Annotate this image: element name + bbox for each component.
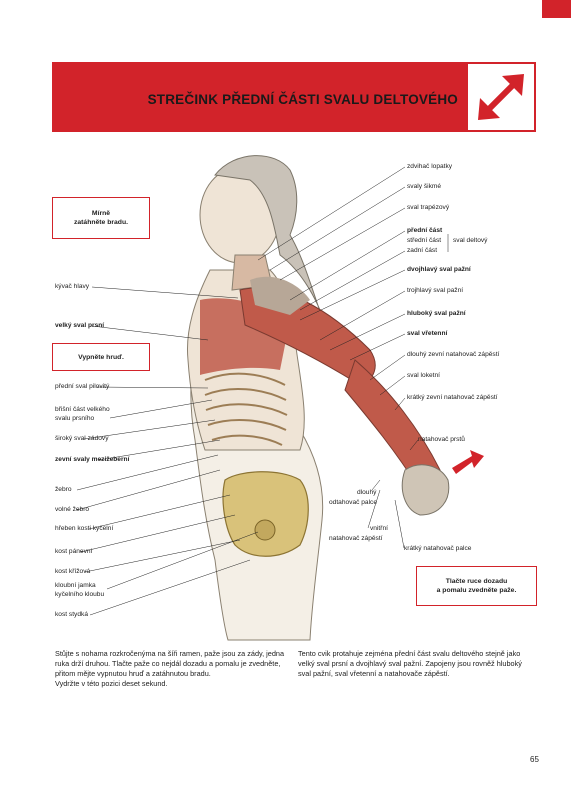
callout-text: Vypněte hruď. (78, 353, 124, 361)
text-line: Vydržte v této pozici deset sekund. (55, 679, 168, 688)
page-title: STREČINK PŘEDNÍ ČÁSTI SVALU DELTOVÉHO (147, 92, 458, 107)
callout-text: Mírně (91, 210, 111, 217)
label-vnitrni-1: vnitřní (370, 525, 388, 532)
label-dvojhlavy: dvojhlavý sval pažní (407, 266, 471, 273)
text-line: Stůjte s nohama rozkročenýma na šíři ramen, paže jsou za zády, jedna (55, 649, 285, 658)
callout-text: zatáhněte bradu. (73, 219, 128, 226)
label-loketni: sval loketní (407, 372, 440, 379)
label-sikme: svaly šikmé (407, 183, 442, 190)
direction-arrow-icon (452, 450, 484, 474)
text-line: Tento cvik protahuje zejména přední část svalu deltového stejně jako (298, 649, 521, 658)
label-volne: volné žebro (55, 506, 90, 513)
label-zdvihac: zdvihač lopatky (407, 163, 453, 170)
instructions-text (55, 649, 284, 689)
hand (402, 465, 448, 515)
text-line: přitom mějte vypnutou hruď a zatáhnutou bradu. (55, 669, 211, 678)
text-line: ruka drží druhou. Tlačte paže co nejdál dozadu a pomalu je zvedněte, (55, 659, 281, 668)
pelvis (223, 472, 308, 557)
label-mezizeberni: zevní svaly mezižeberní (55, 456, 130, 463)
label-panevni: kost pánevní (55, 548, 93, 555)
label-stredni: střední část (407, 237, 442, 244)
label-predni: přední část (407, 227, 443, 234)
text-line: sval pažní, sval vřetenní a natahovače zápěstí. (298, 669, 450, 678)
label-bricni-1: břišní část velkého (55, 406, 110, 413)
description-text (298, 649, 522, 679)
label-kratky-zevni: krátký zevní natahovač zápěstí (407, 394, 498, 401)
label-prstu: natahovač prstů (418, 436, 465, 443)
chin-callout (52, 197, 150, 239)
page-number: 65 (530, 755, 539, 764)
label-jamka-2: kyčelního kloubu (55, 591, 105, 598)
label-zadni: zadní část (407, 247, 438, 254)
label-vnitrni-2: natahovač zápěstí (329, 535, 383, 542)
label-odtahovac-1: dlouhý (357, 489, 377, 496)
callout-text: Tlačte ruce dozadu (445, 578, 508, 585)
label-stehenni: kost stydká (55, 611, 88, 618)
label-pilovity: přední sval pilovitý (55, 383, 110, 390)
callout-text: a pomalu zvedněte paže. (436, 587, 517, 594)
label-kyvac: kývač hlavy (55, 283, 90, 290)
text-line: velký sval prsní a dvojhlavý sval pažní. Zapojeny jsou rovněž hluboký (298, 659, 522, 668)
label-krizova: kost křížová (55, 568, 91, 575)
label-hreben: hřeben kosti kyčelní (55, 525, 114, 532)
label-bricni-2: svalu prsního (55, 415, 95, 422)
label-hluboky: hluboký sval pažní (407, 310, 466, 317)
label-zebro: žebro (55, 486, 72, 493)
hands-callout (416, 566, 537, 606)
hip-socket (255, 520, 275, 540)
label-trojhlavy: trojhlavý sval pažní (407, 287, 464, 294)
label-zadovy: široký sval zádový (55, 435, 109, 442)
label-jamka-1: kloubní jamka (55, 582, 96, 589)
label-palce: krátký natahovač palce (404, 545, 472, 552)
label-dlouhy-zevni: dlouhý zevní natahovač zápěstí (407, 351, 500, 358)
chest-callout (52, 343, 150, 371)
label-odtahovac-2: odtahovač palce (329, 499, 378, 506)
label-trapezovy: sval trapézový (407, 204, 450, 211)
label-prsni: velký sval prsní (55, 322, 105, 329)
label-deltovy: sval deltový (453, 237, 488, 244)
label-vretenni: sval vřetenní (407, 330, 448, 337)
